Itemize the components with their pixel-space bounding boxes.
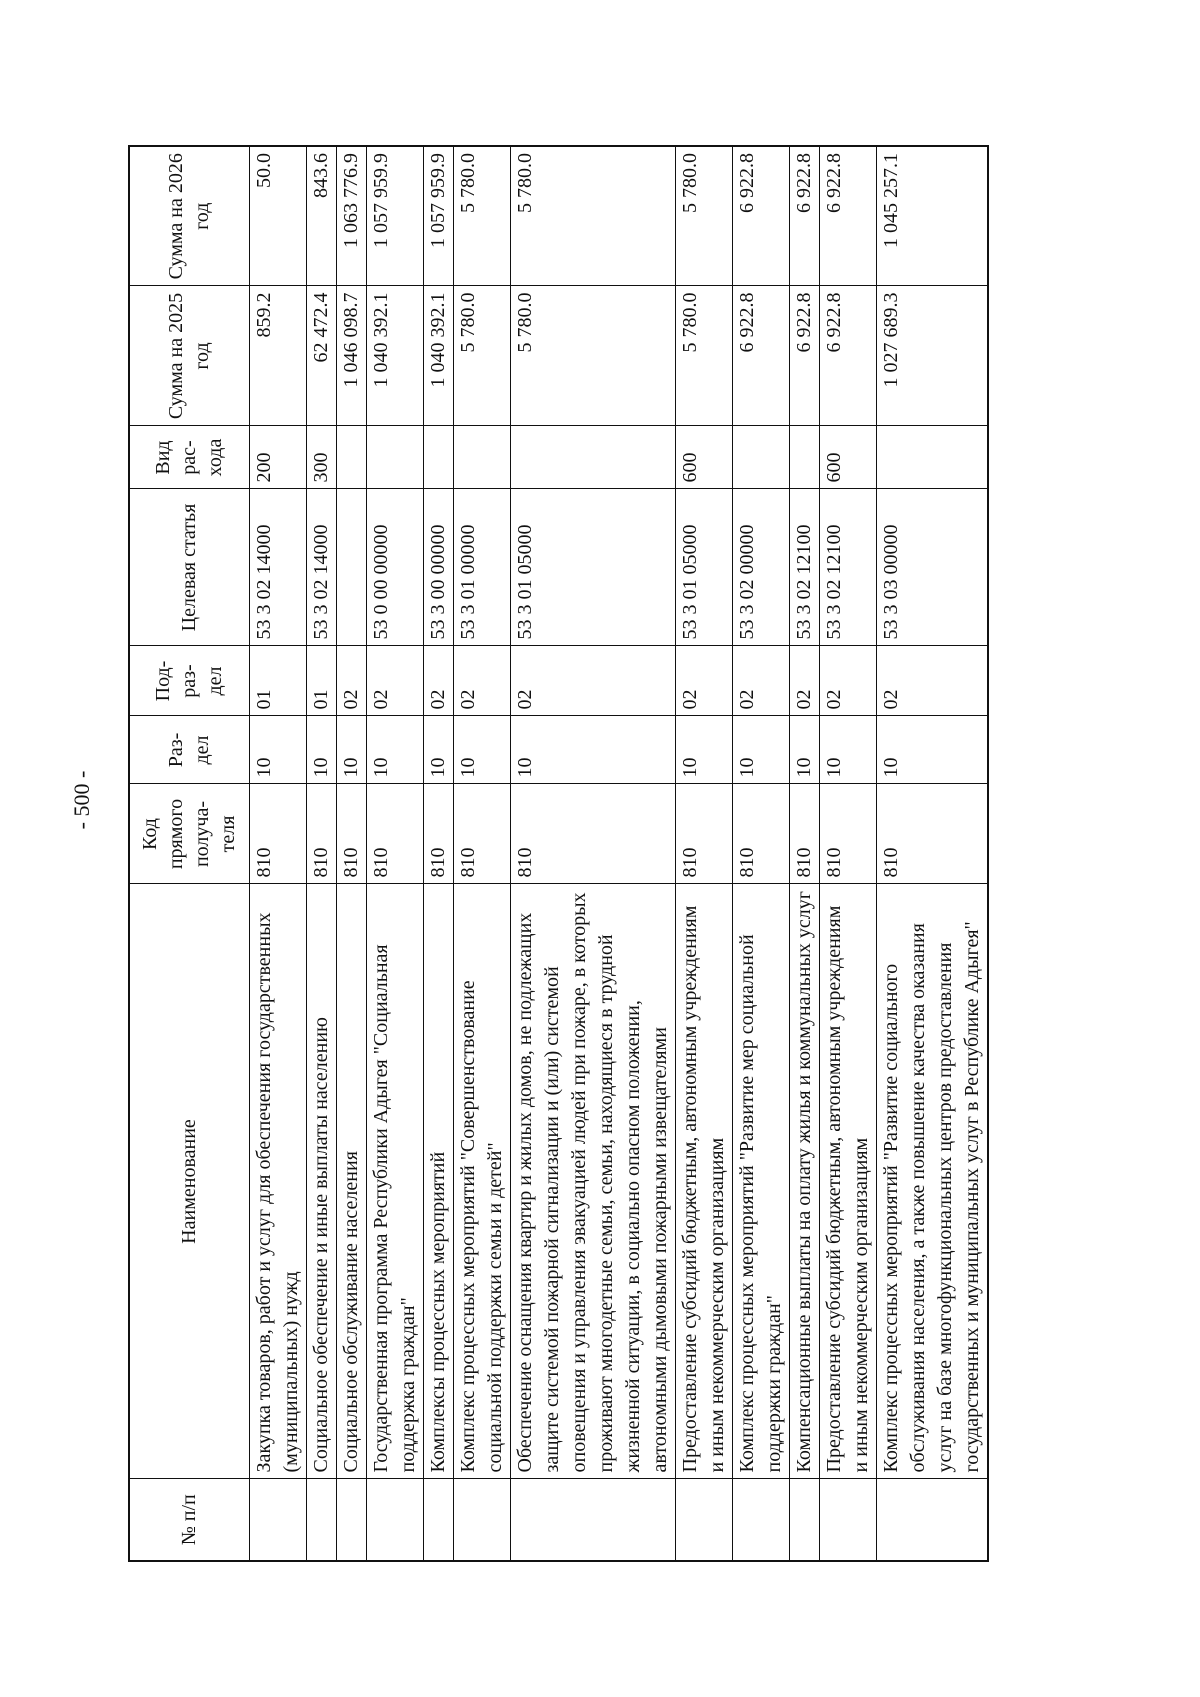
cell-num <box>510 1479 675 1561</box>
cell-expense-type <box>510 426 675 489</box>
cell-num <box>675 1479 732 1561</box>
header-expense-type: Вид рас-хода <box>129 426 249 489</box>
cell-expense-type <box>453 426 510 489</box>
table-row <box>366 146 423 1561</box>
cell-section: 10 <box>453 716 510 784</box>
cell-name: Обеспечение оснащения квартир и жилых домов, не подлежащих защите системой пожарной сигнализации и (или) системой оповещения и управления эвакуацией людей при пожаре, в которых проживают многодетные семьи, семьи, находящиеся в трудной жизненной ситуации, в социально опасном положении, автономными дымовыми пожарными извещателями <box>510 884 675 1479</box>
header-subsection: Под-раз-дел <box>129 646 249 716</box>
cell-subsection: 02 <box>423 646 453 716</box>
cell-sum-2025: 1 040 392.1 <box>423 286 453 426</box>
header-target: Целевая статья <box>129 489 249 646</box>
cell-section: 10 <box>819 716 876 784</box>
cell-section: 10 <box>510 716 675 784</box>
cell-subsection: 02 <box>336 646 366 716</box>
cell-subsection: 02 <box>366 646 423 716</box>
cell-name: Предоставление субсидий бюджетным, автономным учреждениям и иным некоммерческим организациям <box>675 884 732 1479</box>
cell-num <box>819 1479 876 1561</box>
cell-subsection: 02 <box>510 646 675 716</box>
cell-recipient: 810 <box>306 784 336 884</box>
cell-num <box>453 1479 510 1561</box>
cell-name: Государственная программа Республики Адыгея "Социальная поддержка граждан" <box>366 884 423 1479</box>
cell-sum-2025: 859.2 <box>249 286 306 426</box>
cell-num <box>366 1479 423 1561</box>
table-row <box>453 146 510 1561</box>
cell-subsection: 02 <box>819 646 876 716</box>
page-number: - 500 - <box>69 770 94 830</box>
cell-recipient: 810 <box>366 784 423 884</box>
cell-sum-2026: 6 922.8 <box>819 146 876 286</box>
cell-section: 10 <box>336 716 366 784</box>
cell-expense-type: 300 <box>306 426 336 489</box>
cell-num <box>306 1479 336 1561</box>
cell-recipient: 810 <box>675 784 732 884</box>
cell-num <box>732 1479 789 1561</box>
cell-sum-2026: 5 780.0 <box>510 146 675 286</box>
cell-subsection: 01 <box>306 646 336 716</box>
cell-expense-type <box>876 426 988 489</box>
cell-name: Предоставление субсидий бюджетным, автономным учреждениям и иным некоммерческим организациям <box>819 884 876 1479</box>
table-row <box>732 146 789 1561</box>
cell-name: Комплекс процессных мероприятий "Совершенствование социальной поддержки семьи и детей" <box>453 884 510 1479</box>
cell-name: Компенсационные выплаты на оплату жилья и коммунальных услуг <box>789 884 819 1479</box>
cell-name: Закупка товаров, работ и услуг для обеспечения государственных (муниципальных) нужд <box>249 884 306 1479</box>
cell-target: 53 3 02 12100 <box>789 489 819 646</box>
cell-sum-2026: 1 063 776.9 <box>336 146 366 286</box>
budget-table <box>128 145 989 1562</box>
cell-recipient: 810 <box>453 784 510 884</box>
table-row <box>675 146 732 1561</box>
cell-recipient: 810 <box>249 784 306 884</box>
cell-sum-2026: 1 045 257.1 <box>876 146 988 286</box>
cell-expense-type <box>366 426 423 489</box>
cell-name: Социальное обслуживание населения <box>336 884 366 1479</box>
cell-target: 53 3 02 00000 <box>732 489 789 646</box>
cell-num <box>876 1479 988 1561</box>
table-body <box>249 146 988 1561</box>
cell-target: 53 3 02 14000 <box>249 489 306 646</box>
cell-recipient: 810 <box>819 784 876 884</box>
cell-subsection: 02 <box>789 646 819 716</box>
cell-expense-type: 600 <box>819 426 876 489</box>
cell-recipient: 810 <box>423 784 453 884</box>
rotated-table-container <box>128 147 1038 1562</box>
cell-sum-2026: 6 922.8 <box>789 146 819 286</box>
cell-recipient: 810 <box>876 784 988 884</box>
cell-target: 53 3 03 00000 <box>876 489 988 646</box>
cell-sum-2026: 843.6 <box>306 146 336 286</box>
cell-section: 10 <box>789 716 819 784</box>
cell-sum-2026: 5 780.0 <box>453 146 510 286</box>
cell-name: Социальное обеспечение и иные выплаты населению <box>306 884 336 1479</box>
cell-sum-2025: 5 780.0 <box>510 286 675 426</box>
cell-sum-2026: 1 057 959.9 <box>423 146 453 286</box>
header-section: Раз-дел <box>129 716 249 784</box>
cell-sum-2025: 6 922.8 <box>732 286 789 426</box>
table-row <box>819 146 876 1561</box>
header-name: Наименование <box>129 884 249 1479</box>
table-row <box>336 146 366 1561</box>
cell-subsection: 02 <box>732 646 789 716</box>
cell-expense-type <box>732 426 789 489</box>
table-header-row <box>129 146 249 1561</box>
cell-num <box>336 1479 366 1561</box>
cell-num <box>423 1479 453 1561</box>
cell-sum-2026: 6 922.8 <box>732 146 789 286</box>
cell-target: 53 3 01 05000 <box>675 489 732 646</box>
table-row <box>510 146 675 1561</box>
cell-recipient: 810 <box>732 784 789 884</box>
cell-name: Комплекс процессных мероприятий "Развитие мер социальной поддержки граждан" <box>732 884 789 1479</box>
cell-sum-2025: 6 922.8 <box>789 286 819 426</box>
cell-target: 53 3 01 05000 <box>510 489 675 646</box>
cell-section: 10 <box>366 716 423 784</box>
cell-recipient: 810 <box>789 784 819 884</box>
cell-sum-2025: 5 780.0 <box>675 286 732 426</box>
cell-expense-type: 200 <box>249 426 306 489</box>
cell-target <box>336 489 366 646</box>
cell-name: Комплекс процессных мероприятий "Развитие социального обслуживания населения, а также повышение качества оказания услуг на базе многофункциональных центров предоставления государственных и муниципальных услуг в Республике Адыгея" <box>876 884 988 1479</box>
cell-subsection: 02 <box>876 646 988 716</box>
cell-target: 53 3 00 00000 <box>423 489 453 646</box>
cell-target: 53 3 02 12100 <box>819 489 876 646</box>
cell-expense-type <box>789 426 819 489</box>
cell-sum-2025: 1 046 098.7 <box>336 286 366 426</box>
cell-expense-type <box>423 426 453 489</box>
cell-recipient: 810 <box>336 784 366 884</box>
cell-num <box>249 1479 306 1561</box>
table-row <box>423 146 453 1561</box>
table-row <box>789 146 819 1561</box>
cell-name: Комплексы процессных мероприятий <box>423 884 453 1479</box>
cell-sum-2026: 5 780.0 <box>675 146 732 286</box>
cell-recipient: 810 <box>510 784 675 884</box>
header-sum-2025: Сумма на 2025 год <box>129 286 249 426</box>
table-row <box>306 146 336 1561</box>
cell-section: 10 <box>306 716 336 784</box>
cell-target: 53 0 00 00000 <box>366 489 423 646</box>
header-recipient: Код прямого получа-теля <box>129 784 249 884</box>
cell-subsection: 01 <box>249 646 306 716</box>
cell-section: 10 <box>876 716 988 784</box>
cell-target: 53 3 01 00000 <box>453 489 510 646</box>
cell-subsection: 02 <box>675 646 732 716</box>
cell-section: 10 <box>732 716 789 784</box>
table-row <box>249 146 306 1561</box>
cell-sum-2025: 5 780.0 <box>453 286 510 426</box>
cell-sum-2025: 1 040 392.1 <box>366 286 423 426</box>
table-row <box>876 146 988 1561</box>
cell-section: 10 <box>423 716 453 784</box>
header-sum-2026: Сумма на 2026 год <box>129 146 249 286</box>
cell-section: 10 <box>249 716 306 784</box>
cell-sum-2026: 50.0 <box>249 146 306 286</box>
cell-sum-2026: 1 057 959.9 <box>366 146 423 286</box>
cell-expense-type <box>336 426 366 489</box>
cell-subsection: 02 <box>453 646 510 716</box>
cell-expense-type: 600 <box>675 426 732 489</box>
cell-sum-2025: 62 472.4 <box>306 286 336 426</box>
cell-target: 53 3 02 14000 <box>306 489 336 646</box>
cell-sum-2025: 1 027 689.3 <box>876 286 988 426</box>
cell-num <box>789 1479 819 1561</box>
cell-section: 10 <box>675 716 732 784</box>
header-num: № п/п <box>129 1479 249 1561</box>
cell-sum-2025: 6 922.8 <box>819 286 876 426</box>
